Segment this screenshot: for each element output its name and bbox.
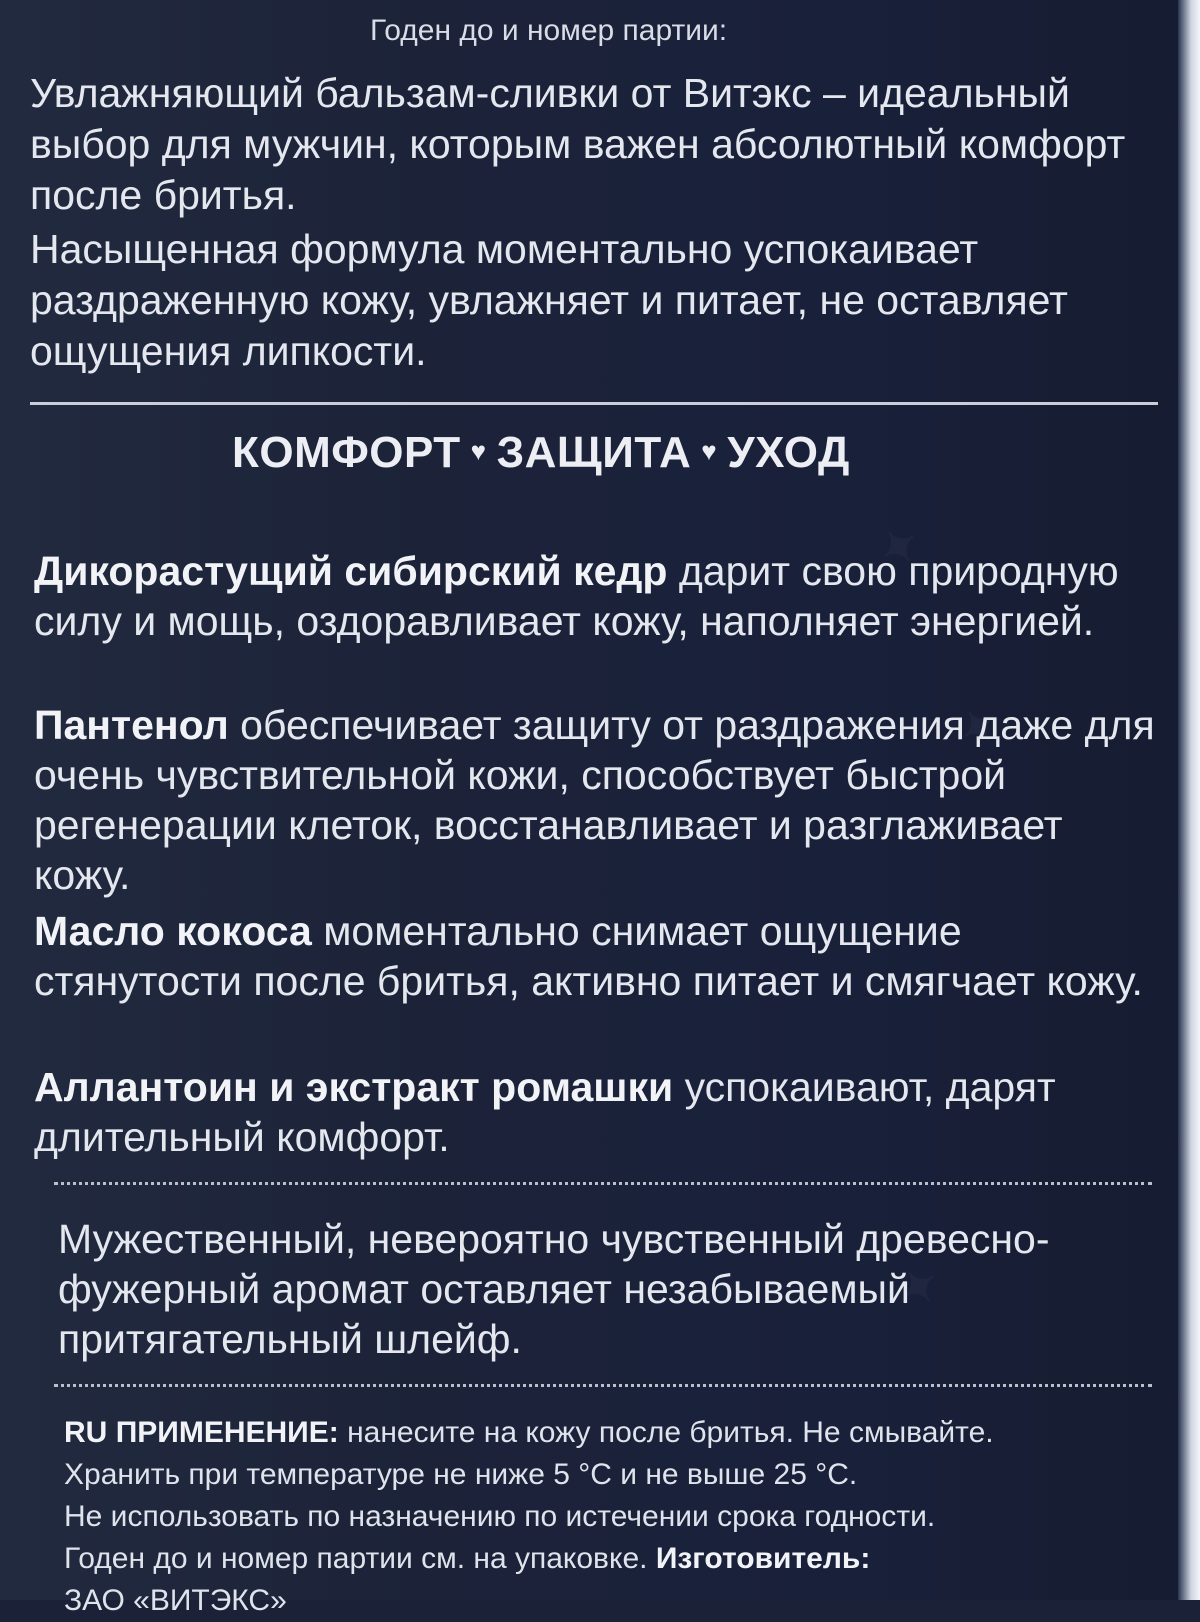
usage-title: ПРИМЕНЕНИЕ: — [115, 1416, 339, 1449]
slogan-comfort: КОМФОРТ — [232, 428, 461, 477]
ingredient-name: Пантенол — [34, 702, 229, 748]
usage-line-5: ЗАО «ВИТЭКС» — [64, 1584, 287, 1617]
heart-icon: ♥ — [701, 435, 718, 466]
slogan-protection: ЗАЩИТА — [496, 428, 692, 477]
ingredient-description: обеспечивает защиту от раздражения даже для очень чувствительной кожи, способствует быстрой регенерации клеток, восстанавливает и разглаживает кожу. — [34, 702, 1155, 898]
manufacturer-label: Изготовитель: — [655, 1542, 871, 1575]
ingredient-name: Аллантоин и экстракт ромашки — [34, 1064, 674, 1110]
ingredient-name: Масло кокоса — [34, 908, 312, 954]
divider-dotted — [54, 1384, 1152, 1387]
ingredient-allantoin-chamomile — [34, 1062, 1164, 1162]
divider-solid — [30, 402, 1158, 405]
ingredient-coconut-oil — [34, 906, 1164, 1006]
usage-line-2: Хранить при температуре не ниже 5 °С и не выше 25 °С. — [64, 1458, 858, 1491]
slogan — [232, 428, 850, 478]
ingredient-name: Дикорастущий сибирский кедр — [34, 548, 668, 594]
package-edge — [1178, 0, 1200, 1600]
usage-line-4: Годен до и номер партии см. на упаковке. — [64, 1542, 656, 1575]
ingredient-panthenol — [34, 700, 1164, 900]
usage-line-1: нанесите на кожу после бритья. Не смывайте. — [338, 1416, 994, 1449]
ingredient-description: моментально снимает ощущение стянутости после бритья, активно питает и смягчает кожу. — [34, 908, 1143, 1004]
usage-instructions — [64, 1412, 1154, 1622]
aroma-description: Мужественный, невероятно чувственный древесно-фужерный аромат оставляет незабываемый притягательный шлейф. — [58, 1216, 1050, 1362]
usage-line-3: Не использовать по назначению по истечении срока годности. — [64, 1500, 936, 1533]
slogan-care: УХОД — [727, 428, 850, 477]
ingredient-description: дарит свою природную силу и мощь, оздоравливает кожу, наполняет энергией. — [34, 548, 1119, 644]
ingredient-cedar — [34, 546, 1164, 646]
ingredient-description: успокаивают, дарят длительный комфорт. — [34, 1064, 1056, 1160]
intro-paragraph-1: Увлажняющий бальзам-сливки от Витэкс – идеальный выбор для мужчин, которым важен абсолютный комфорт после бритья. — [30, 70, 1126, 218]
expiry-batch-label: Годен до и номер партии: — [370, 14, 728, 47]
divider-dotted — [54, 1182, 1152, 1185]
heart-icon: ♥ — [470, 435, 487, 466]
language-code: RU — [64, 1416, 108, 1449]
intro-paragraph-2: Насыщенная формула моментально успокаивает раздраженную кожу, увлажняет и питает, не оставляет ощущения липкости. — [30, 226, 1068, 374]
